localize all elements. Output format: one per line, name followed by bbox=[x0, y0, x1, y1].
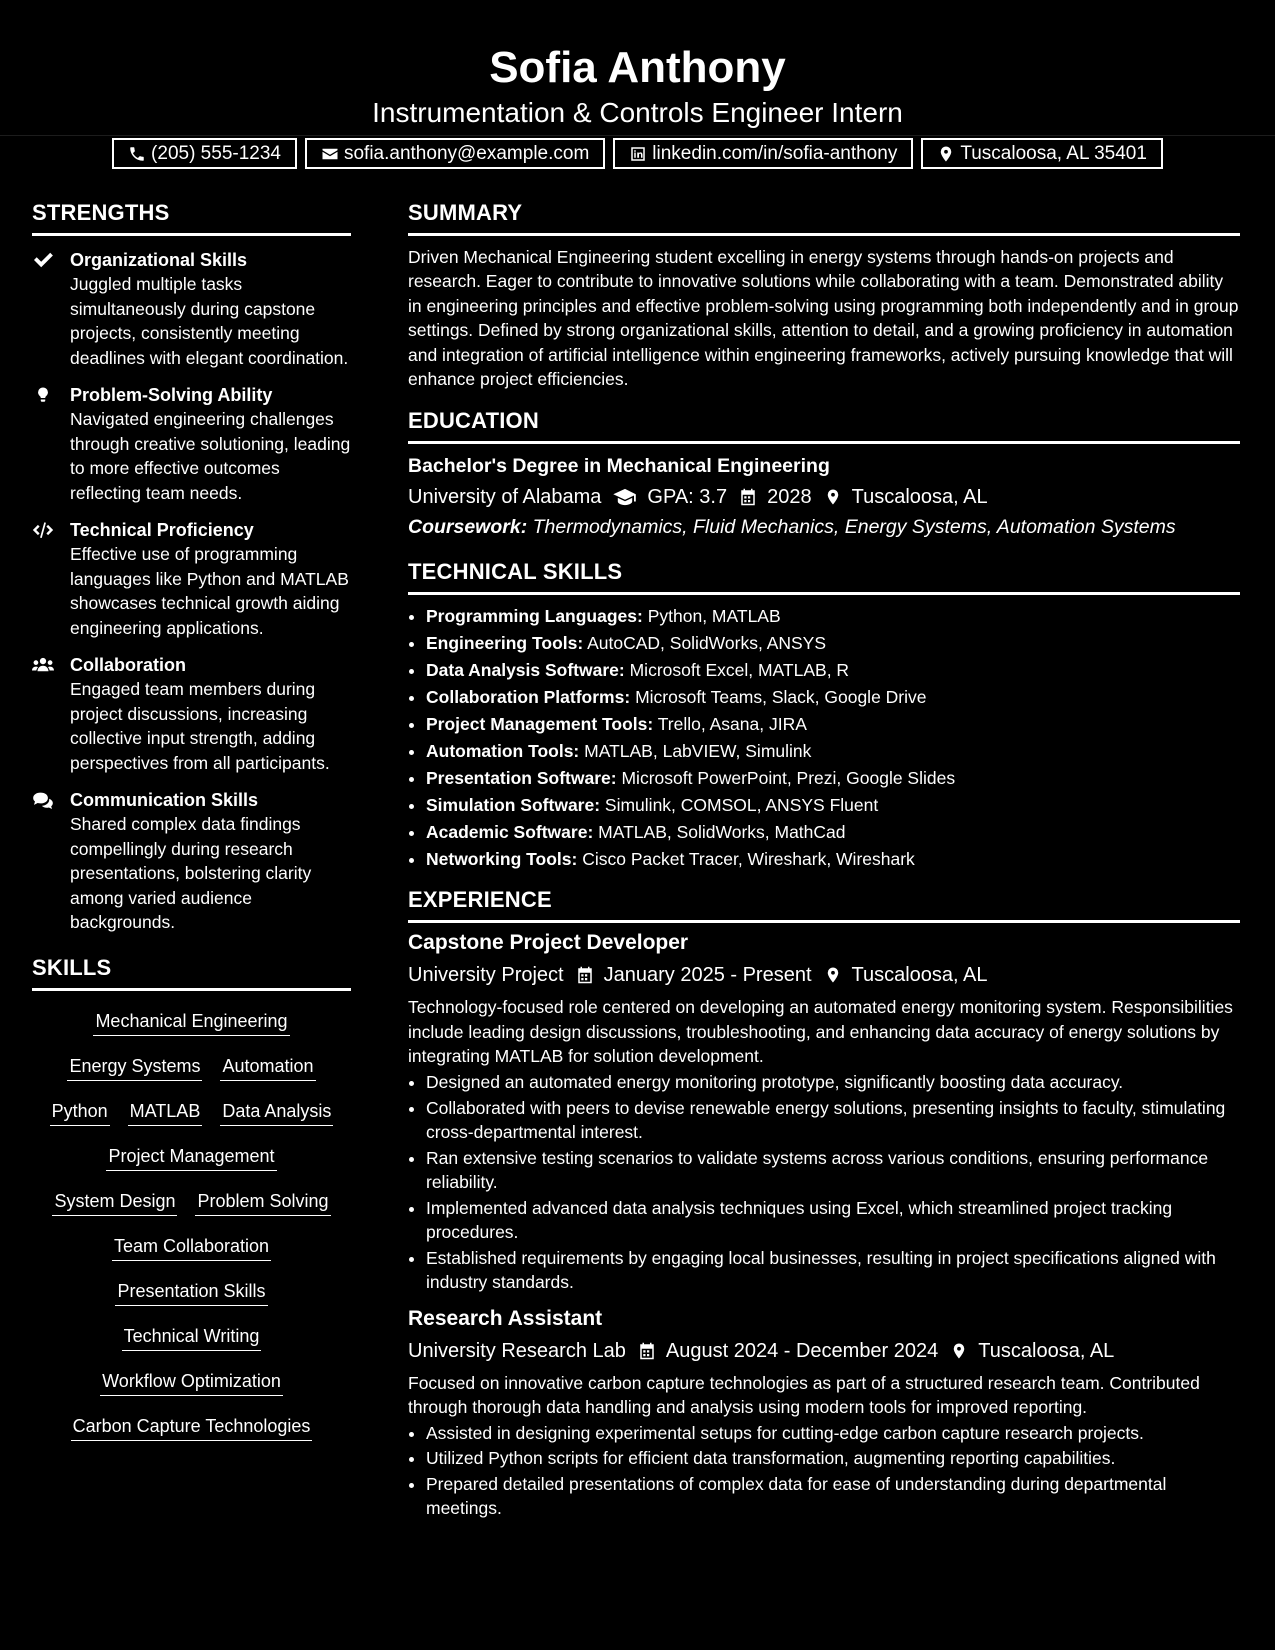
strength-title: Communication Skills bbox=[70, 790, 259, 810]
candidate-name: Sofia Anthony bbox=[489, 43, 786, 92]
calendar-icon bbox=[576, 966, 594, 984]
strength-title: Collaboration bbox=[70, 655, 186, 675]
tech-skill-item bbox=[426, 792, 1240, 819]
skills-row bbox=[32, 1316, 351, 1361]
skills-row bbox=[32, 1046, 351, 1091]
job-bullet: • Assisted in designing experimental setups for cutting-edge carbon capture research projects. bbox=[426, 1421, 1240, 1445]
tech-skill-value: Cisco Packet Tracer, Wireshark, Wireshark bbox=[582, 849, 915, 870]
skill-chip: Technical Writing bbox=[122, 1324, 262, 1351]
coursework bbox=[408, 513, 1240, 541]
skill-chip: MATLAB bbox=[128, 1099, 203, 1126]
skill-chip: Team Collaboration bbox=[112, 1234, 271, 1261]
strength-text: Effective use of programming languages like Python and MATLAB showcases technical growth aiding engineering applications. bbox=[70, 544, 349, 638]
email-icon bbox=[321, 145, 339, 163]
skill-chip: System Design bbox=[52, 1189, 177, 1216]
job-meta bbox=[408, 1337, 1240, 1365]
skill-chip: Automation bbox=[220, 1054, 315, 1081]
strength-title: Technical Proficiency bbox=[70, 520, 254, 540]
strength-title: Organizational Skills bbox=[70, 250, 248, 270]
calendar-icon bbox=[638, 1342, 656, 1360]
phone-icon bbox=[128, 145, 146, 163]
skill-chip: Energy Systems bbox=[67, 1054, 202, 1081]
location-pin-icon bbox=[937, 145, 955, 163]
tech-skill-item bbox=[426, 819, 1240, 846]
job-bullet: • Ran extensive testing scenarios to validate systems across various conditions, ensuring performance reliability. bbox=[426, 1146, 1240, 1195]
strength-item bbox=[32, 383, 351, 505]
tech-skill-label: Simulation Software: bbox=[426, 795, 601, 816]
school-name: University of Alabama bbox=[408, 486, 602, 509]
skill-chip: Python bbox=[50, 1099, 110, 1126]
job-bullet: • Established requirements by engaging local businesses, resulting in project specifications aligned with industry standards. bbox=[426, 1246, 1240, 1295]
skills-heading: SKILLS bbox=[32, 955, 351, 991]
graduation-cap-icon bbox=[613, 488, 637, 506]
left-column bbox=[32, 200, 351, 1451]
tech-skill-value: Microsoft PowerPoint, Prezi, Google Slides bbox=[621, 768, 956, 789]
job-bullet: • Utilized Python scripts for efficient data transformation, augmenting reporting capabilities. bbox=[426, 1446, 1240, 1470]
skill-chip: Data Analysis bbox=[220, 1099, 333, 1126]
tech-skill-value: AutoCAD, SolidWorks, ANSYS bbox=[587, 633, 827, 654]
job-org: University Project bbox=[408, 964, 564, 987]
skill-chip: Problem Solving bbox=[195, 1189, 330, 1216]
skills-row bbox=[32, 1271, 351, 1316]
skill-chip: Workflow Optimization bbox=[100, 1369, 283, 1396]
skills-row bbox=[32, 1226, 351, 1271]
skill-chip: Carbon Capture Technologies bbox=[71, 1414, 313, 1441]
gpa: GPA: 3.7 bbox=[647, 486, 728, 509]
strength-item bbox=[32, 653, 351, 775]
coursework-label: Coursework: bbox=[408, 516, 528, 539]
tech-skill-value: MATLAB, SolidWorks, MathCad bbox=[598, 822, 846, 843]
job-title: Research Assistant bbox=[408, 1306, 603, 1330]
strengths-heading: STRENGTHS bbox=[32, 200, 351, 236]
job-title: Capstone Project Developer bbox=[408, 931, 689, 955]
contact-linkedin[interactable] bbox=[613, 138, 913, 169]
degree-title: Bachelor's Degree in Mechanical Engineering bbox=[408, 455, 830, 478]
job-bullet: • Prepared detailed presentations of complex data for ease of understanding during departmental meetings. bbox=[426, 1472, 1240, 1521]
coursework-list: Thermodynamics, Fluid Mechanics, Energy Systems, Automation Systems bbox=[532, 516, 1176, 539]
strength-item bbox=[32, 248, 351, 370]
tech-skill-value: Trello, Asana, JIRA bbox=[657, 714, 807, 735]
tech-skill-item bbox=[426, 765, 1240, 792]
job-bullet: • Implemented advanced data analysis techniques using Excel, which streamlined project tracking procedures. bbox=[426, 1196, 1240, 1245]
job-bullet: • Collaborated with peers to devise renewable energy solutions, presenting insights to faculty, stimulating cross-departmental interest. bbox=[426, 1096, 1240, 1145]
tech-skill-item bbox=[426, 603, 1240, 630]
checkmark-icon bbox=[32, 251, 54, 269]
contact-location-text: Tuscaloosa, AL 35401 bbox=[960, 143, 1147, 164]
tech-skill-value: MATLAB, LabVIEW, Simulink bbox=[584, 741, 812, 762]
linkedin-icon bbox=[629, 145, 647, 163]
strength-text: Juggled multiple tasks simultaneously during capstone projects, consistently meeting deadlines with elegant coordination. bbox=[70, 274, 349, 368]
summary-heading: SUMMARY bbox=[408, 200, 1240, 236]
summary-text: Driven Mechanical Engineering student excelling in energy systems through hands-on projects and research. Eager to contribute to innovative solutions while collaborating with a team. Demonstrated ability in engineering principles and effective problem-solving using programming both independently and in group settings. Defined by strong organizational skills, attention to detail, and a growing proficiency in automation and integration of artificial intelligence within engineering frameworks, actively pursuing knowledge that will enhance project efficiencies. bbox=[408, 247, 1239, 390]
tech-skill-label: Academic Software: bbox=[426, 822, 594, 843]
skills-row bbox=[32, 1136, 351, 1181]
tech-skill-value: Microsoft Teams, Slack, Google Drive bbox=[635, 687, 927, 708]
tech-skill-label: Project Management Tools: bbox=[426, 714, 654, 735]
contact-email[interactable] bbox=[305, 138, 605, 169]
skills-row bbox=[32, 1361, 351, 1406]
job-entry bbox=[408, 1305, 1240, 1521]
tech-skill-label: Automation Tools: bbox=[426, 741, 580, 762]
tech-skill-label: Programming Languages: bbox=[426, 606, 643, 627]
skills-row bbox=[32, 1001, 351, 1046]
job-bullets bbox=[408, 1421, 1240, 1521]
tech-skill-item bbox=[426, 711, 1240, 738]
tech-skill-item bbox=[426, 738, 1240, 765]
skill-chip: Mechanical Engineering bbox=[93, 1009, 289, 1036]
job-entry bbox=[408, 929, 1240, 1294]
graduation-year: 2028 bbox=[767, 486, 812, 509]
job-org: University Research Lab bbox=[408, 1339, 626, 1362]
location-pin-icon bbox=[824, 488, 842, 506]
technical-skills-list bbox=[408, 603, 1240, 873]
tech-skill-value: Python, MATLAB bbox=[647, 606, 781, 627]
job-dates: January 2025 - Present bbox=[603, 964, 812, 987]
job-bullets bbox=[408, 1070, 1240, 1295]
location-pin-icon bbox=[824, 966, 842, 984]
job-location: Tuscaloosa, AL bbox=[978, 1339, 1115, 1362]
tech-skill-value: Microsoft Excel, MATLAB, R bbox=[629, 660, 850, 681]
skill-chip: Presentation Skills bbox=[115, 1279, 267, 1306]
experience-heading: EXPERIENCE bbox=[408, 887, 1240, 923]
strengths-list bbox=[32, 248, 351, 935]
job-meta bbox=[408, 961, 1240, 989]
strength-item bbox=[32, 788, 351, 935]
job-bullet: • Designed an automated energy monitoring prototype, significantly boosting data accuracy. bbox=[426, 1070, 1240, 1094]
strength-title: Problem-Solving Ability bbox=[70, 385, 273, 405]
technical-skills-heading: TECHNICAL SKILLS bbox=[408, 559, 1240, 595]
school-location: Tuscaloosa, AL bbox=[851, 486, 988, 509]
skills-row bbox=[32, 1091, 351, 1136]
skills-row bbox=[32, 1406, 351, 1451]
contact-linkedin-text: linkedin.com/in/sofia-anthony bbox=[652, 143, 898, 164]
lightbulb-icon bbox=[32, 386, 54, 404]
contact-phone-text: (205) 555-1234 bbox=[151, 143, 281, 164]
strength-text: Navigated engineering challenges through creative solutioning, leading to more effective outcomes reflecting team needs. bbox=[70, 409, 351, 503]
contact-location bbox=[921, 138, 1163, 169]
chat-bubbles-icon bbox=[32, 791, 54, 809]
tech-skill-item bbox=[426, 846, 1240, 873]
job-description: Technology-focused role centered on developing an automated energy monitoring system. Responsibilities include leading design discussions, troubleshooting, and enhancing data accuracy of energy solutions by integrating MATLAB for solution development. bbox=[408, 997, 1233, 1067]
resume-header bbox=[0, 0, 1275, 164]
tech-skill-label: Engineering Tools: bbox=[426, 633, 584, 654]
strength-text: Engaged team members during project discussions, increasing collective input strength, adding perspectives from all participants. bbox=[70, 679, 330, 773]
tech-skill-label: Collaboration Platforms: bbox=[426, 687, 631, 708]
code-icon bbox=[32, 521, 54, 539]
skill-chip: Project Management bbox=[106, 1144, 276, 1171]
contact-bar bbox=[0, 138, 1275, 169]
job-dates: August 2024 - December 2024 bbox=[665, 1339, 939, 1362]
job-description: Focused on innovative carbon capture technologies as part of a structured research team. Contributed through thorough data handling and analysis using modern tools for improved reporting. bbox=[408, 1372, 1200, 1417]
job-location: Tuscaloosa, AL bbox=[851, 964, 988, 987]
tech-skill-label: Data Analysis Software: bbox=[426, 660, 625, 681]
contact-email-text: sofia.anthony@example.com bbox=[343, 143, 590, 164]
strength-text: Shared complex data findings compellingly during research presentations, bolstering clarity among varied audience backgrounds. bbox=[70, 814, 312, 932]
right-column bbox=[408, 200, 1240, 1521]
tech-skill-item bbox=[426, 657, 1240, 684]
tech-skill-label: Networking Tools: bbox=[426, 849, 578, 870]
education-meta bbox=[408, 483, 1240, 511]
skills-row bbox=[32, 1181, 351, 1226]
education-heading: EDUCATION bbox=[408, 408, 1240, 444]
users-icon bbox=[32, 656, 54, 674]
skills-chips bbox=[32, 1001, 351, 1451]
tech-skill-item bbox=[426, 684, 1240, 711]
candidate-role: Instrumentation & Controls Engineer Intern bbox=[372, 97, 903, 128]
tech-skill-label: Presentation Software: bbox=[426, 768, 617, 789]
tech-skill-item bbox=[426, 630, 1240, 657]
calendar-icon bbox=[739, 488, 757, 506]
strength-item bbox=[32, 518, 351, 640]
location-pin-icon bbox=[950, 1342, 968, 1360]
contact-phone[interactable] bbox=[112, 138, 297, 169]
tech-skill-value: Simulink, COMSOL, ANSYS Fluent bbox=[604, 795, 879, 816]
